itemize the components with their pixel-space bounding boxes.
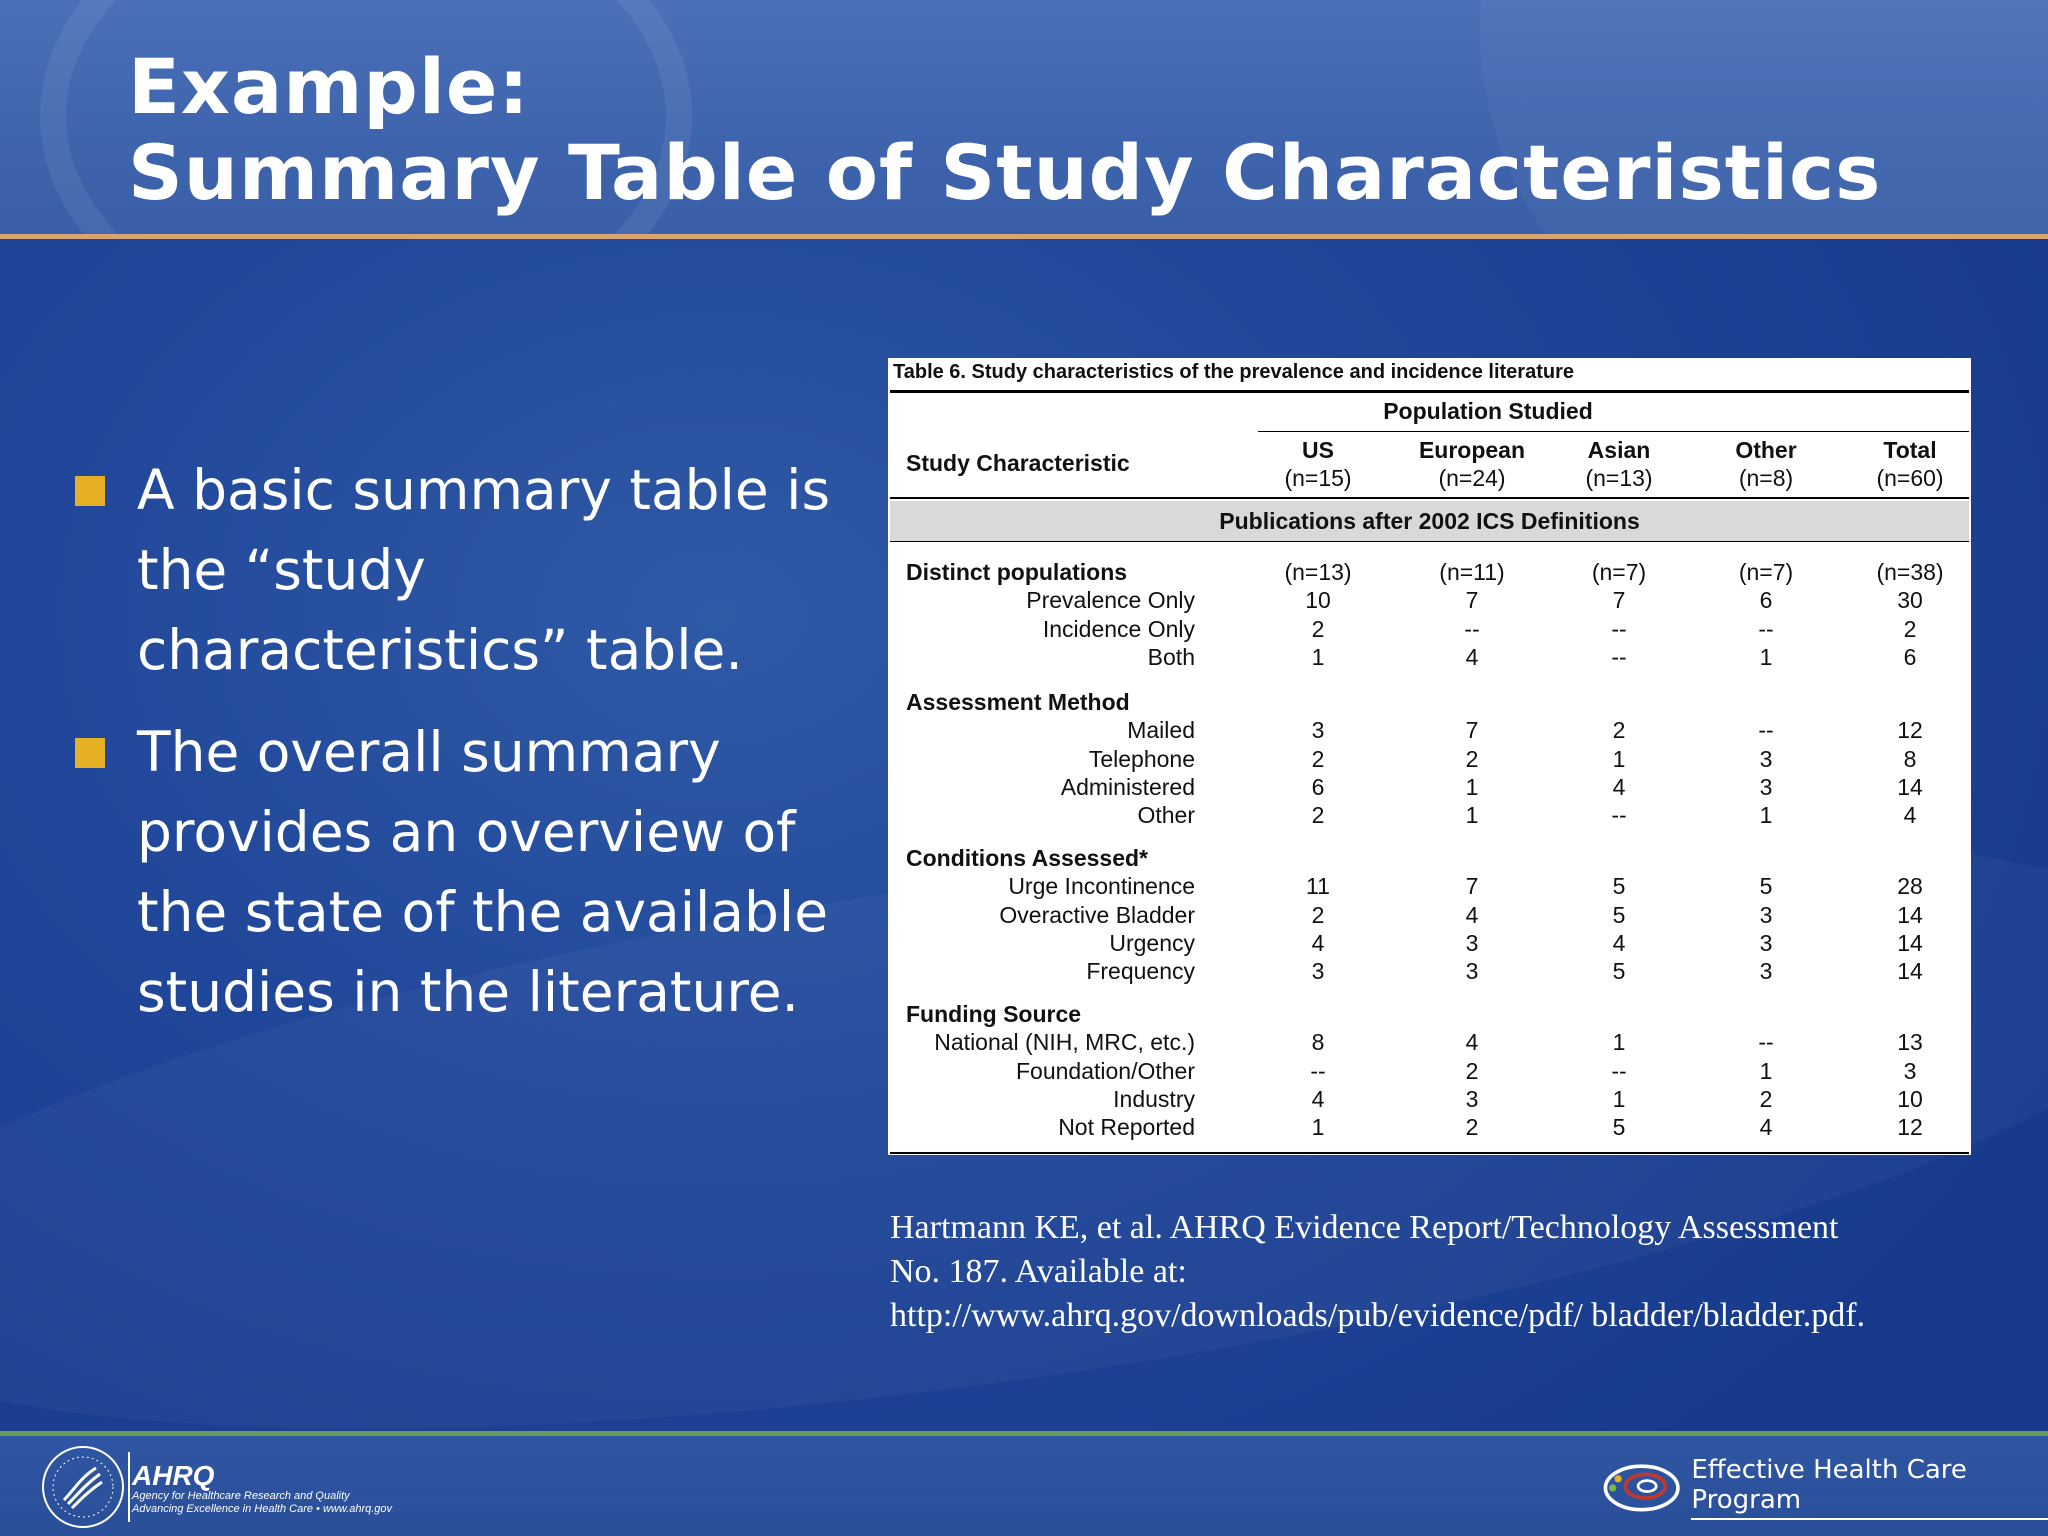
- table-row: [888, 1028, 1971, 1056]
- table-row: [888, 586, 1971, 614]
- cell: 4: [1759, 1114, 1773, 1141]
- table-group: [888, 688, 1971, 829]
- cell: 12: [1897, 717, 1923, 744]
- population-rule: [1258, 431, 1969, 432]
- cell: 14: [1897, 773, 1923, 800]
- cell: 10: [1897, 1085, 1923, 1112]
- cell: --: [1611, 615, 1627, 642]
- row-label: Mailed: [1127, 717, 1195, 744]
- group-label: Distinct populations: [906, 559, 1128, 585]
- cell: 2: [1311, 901, 1325, 928]
- table-row: [888, 929, 1971, 957]
- cell: 3: [1311, 717, 1325, 744]
- cell: 7: [1465, 717, 1479, 744]
- citation-line: Hartmann KE, et al. AHRQ Evidence Report/Technology Assessment: [890, 1209, 1839, 1246]
- program-name: Effective Health Care Program: [1691, 1455, 2048, 1520]
- cell: (n=7): [1738, 559, 1794, 585]
- cell: 4: [1612, 929, 1626, 956]
- cell: --: [1611, 643, 1627, 670]
- cell: 7: [1465, 873, 1479, 900]
- cell: 1: [1612, 1085, 1626, 1112]
- cell: 2: [1311, 745, 1325, 772]
- column-header: [1559, 436, 1679, 492]
- cell: 4: [1903, 802, 1917, 829]
- slide-title: [128, 44, 1881, 216]
- column-name: Other: [1735, 437, 1797, 463]
- column-n: (n=60): [1876, 465, 1944, 491]
- cell: 30: [1897, 587, 1923, 614]
- row-label: Both: [1147, 643, 1195, 670]
- table-group: [888, 558, 1971, 671]
- row-label: Incidence Only: [1042, 615, 1195, 642]
- cell: 3: [1759, 745, 1773, 772]
- cell: --: [1464, 615, 1480, 642]
- cell: 3: [1759, 929, 1773, 956]
- cell: 3: [1759, 958, 1773, 985]
- title-line-1: Example:: [128, 42, 530, 131]
- population-header: Population Studied: [1383, 398, 1593, 424]
- citation-line: No. 187. Available at:: [890, 1253, 1187, 1290]
- column-n: (n=24): [1438, 465, 1506, 491]
- cell: 2: [1612, 717, 1626, 744]
- row-label: Other: [1137, 802, 1195, 829]
- cell: 5: [1612, 958, 1626, 985]
- cell: 11: [1306, 873, 1330, 900]
- cell: --: [1758, 1029, 1774, 1056]
- group-header-row: [888, 558, 1971, 586]
- cell: --: [1611, 802, 1627, 829]
- row-label: Telephone: [1088, 745, 1195, 772]
- bullet-square-icon: [75, 476, 105, 506]
- group-header-row: [888, 688, 1971, 716]
- column-n: (n=8): [1738, 465, 1794, 491]
- cell: 3: [1465, 1085, 1479, 1112]
- cell: 3: [1759, 901, 1773, 928]
- table-row: [888, 1057, 1971, 1085]
- cell: 2: [1759, 1085, 1773, 1112]
- cell: 3: [1311, 958, 1325, 985]
- cell: 6: [1903, 643, 1917, 670]
- table-group: [888, 844, 1971, 985]
- group-header-row: [888, 1000, 1971, 1028]
- table-row: [888, 901, 1971, 929]
- bullet-text: A basic summary table is the “study characteristics” table.: [137, 458, 831, 682]
- cell: 1: [1465, 773, 1479, 800]
- bullet-list: [75, 450, 865, 1054]
- hhs-seal-icon: [40, 1444, 126, 1530]
- cell: 6: [1759, 587, 1773, 614]
- cell: 4: [1612, 773, 1626, 800]
- column-name: US: [1302, 437, 1334, 463]
- cell: 2: [1903, 615, 1917, 642]
- cell: 14: [1897, 958, 1923, 985]
- cell: 14: [1897, 929, 1923, 956]
- table-group: [888, 1000, 1971, 1141]
- cell: 6: [1311, 773, 1325, 800]
- column-name: Total: [1883, 437, 1937, 463]
- cell: --: [1310, 1057, 1326, 1084]
- column-name: European: [1418, 437, 1526, 463]
- group-label: Conditions Assessed*: [906, 845, 1148, 871]
- cell: 3: [1759, 773, 1773, 800]
- cell: 1: [1612, 745, 1626, 772]
- cell: 4: [1465, 643, 1479, 670]
- table-row: [888, 801, 1971, 829]
- cell: 2: [1465, 1057, 1479, 1084]
- row-label: Administered: [1060, 773, 1195, 800]
- cell: 12: [1897, 1114, 1923, 1141]
- ahrq-subtitle: Agency for Healthcare Research and Quality: [132, 1490, 350, 1502]
- row-label: Industry: [1113, 1085, 1195, 1112]
- table-row: [888, 872, 1971, 900]
- group-label: Assessment Method: [906, 689, 1130, 715]
- ahrq-name: AHRQ: [132, 1460, 215, 1491]
- cell: 1: [1311, 1114, 1325, 1141]
- column-n: (n=13): [1585, 465, 1653, 491]
- cell: --: [1758, 615, 1774, 642]
- group-label: Funding Source: [906, 1001, 1082, 1027]
- cell: 1: [1465, 802, 1479, 829]
- first-column-header: Study Characteristic: [906, 450, 1130, 476]
- table-row: [888, 1085, 1971, 1113]
- header-rule: [890, 497, 1969, 499]
- bullet-item: [75, 712, 865, 1032]
- group-header-row: [888, 844, 1971, 872]
- cell: 1: [1759, 643, 1773, 670]
- ahrq-logo: [132, 1462, 392, 1516]
- column-name: Asian: [1587, 437, 1651, 463]
- cell: 2: [1311, 802, 1325, 829]
- bullet-item: [75, 450, 865, 690]
- row-label: Overactive Bladder: [999, 901, 1195, 928]
- table-row: [888, 615, 1971, 643]
- bullet-square-icon: [75, 738, 105, 768]
- logo-divider: [128, 1452, 130, 1522]
- cell: 8: [1903, 745, 1917, 772]
- cell: 14: [1897, 901, 1923, 928]
- cell: 4: [1465, 1029, 1479, 1056]
- cell: (n=13): [1284, 559, 1352, 585]
- citation: [890, 1206, 1990, 1338]
- table-bottom-rule: [890, 1152, 1969, 1154]
- citation-url: http://www.ahrq.gov/downloads/pub/evidence/pdf/ bladder/bladder.pdf.: [890, 1297, 1866, 1334]
- cell: 3: [1903, 1057, 1917, 1084]
- cell: --: [1611, 1057, 1627, 1084]
- cell: 4: [1311, 929, 1325, 956]
- table-row: [888, 643, 1971, 671]
- bullet-text: The overall summary provides an overview of the state of the available studies in the literature.: [137, 720, 829, 1024]
- column-header: [1412, 436, 1532, 492]
- ahrq-tagline: Advancing Excellence in Health Care • www.ahrq.gov: [132, 1503, 393, 1515]
- title-line-2: Summary Table of Study Characteristics: [128, 128, 1882, 217]
- cell: 2: [1465, 1114, 1479, 1141]
- cell: --: [1758, 717, 1774, 744]
- cell: 7: [1612, 587, 1626, 614]
- cell: 7: [1465, 587, 1479, 614]
- cell: 28: [1897, 873, 1923, 900]
- section-header: Publications after 2002 ICS Definitions: [890, 501, 1969, 541]
- row-label: Frequency: [1086, 958, 1195, 985]
- cell: 5: [1612, 901, 1626, 928]
- cell: 5: [1759, 873, 1773, 900]
- cell: 1: [1612, 1029, 1626, 1056]
- column-header: [1850, 436, 1970, 492]
- cell: (n=11): [1439, 559, 1505, 585]
- table-top-rule: [890, 390, 1969, 393]
- row-label: Urgency: [1109, 929, 1195, 956]
- row-label: National (NIH, MRC, etc.): [934, 1029, 1195, 1056]
- table-row: [888, 773, 1971, 801]
- cell: 10: [1305, 587, 1331, 614]
- column-header: [1706, 436, 1826, 492]
- cell: 8: [1311, 1029, 1325, 1056]
- cell: 2: [1465, 745, 1479, 772]
- cell: 5: [1612, 1114, 1626, 1141]
- cell: 3: [1465, 929, 1479, 956]
- table-row: [888, 745, 1971, 773]
- cell: 4: [1311, 1085, 1325, 1112]
- column-n: (n=15): [1284, 465, 1352, 491]
- cell: 2: [1311, 615, 1325, 642]
- table-row: [888, 957, 1971, 985]
- row-label: Not Reported: [1058, 1114, 1195, 1141]
- cell: 5: [1612, 873, 1626, 900]
- row-label: Urge Incontinence: [1008, 873, 1195, 900]
- table-row: [888, 1113, 1971, 1141]
- cell: 1: [1759, 802, 1773, 829]
- section-rule: [890, 541, 1969, 542]
- cell: 1: [1759, 1057, 1773, 1084]
- row-label: Foundation/Other: [1015, 1057, 1195, 1084]
- study-characteristics-table: [888, 358, 1971, 1155]
- cell: 1: [1311, 643, 1325, 670]
- cell: (n=38): [1876, 559, 1944, 585]
- table-row: [888, 716, 1971, 744]
- cell: 13: [1897, 1029, 1923, 1056]
- row-label: Prevalence Only: [1026, 587, 1195, 614]
- cell: 3: [1465, 958, 1479, 985]
- ehc-swirl-icon: [1600, 1454, 1683, 1520]
- title-divider: [0, 234, 2048, 239]
- cell: 4: [1465, 901, 1479, 928]
- table-caption: Table 6. Study characteristics of the prevalence and incidence literature: [893, 361, 1574, 383]
- cell: (n=7): [1591, 559, 1647, 585]
- column-header: [1258, 436, 1378, 492]
- ehc-logo: [1600, 1454, 2048, 1520]
